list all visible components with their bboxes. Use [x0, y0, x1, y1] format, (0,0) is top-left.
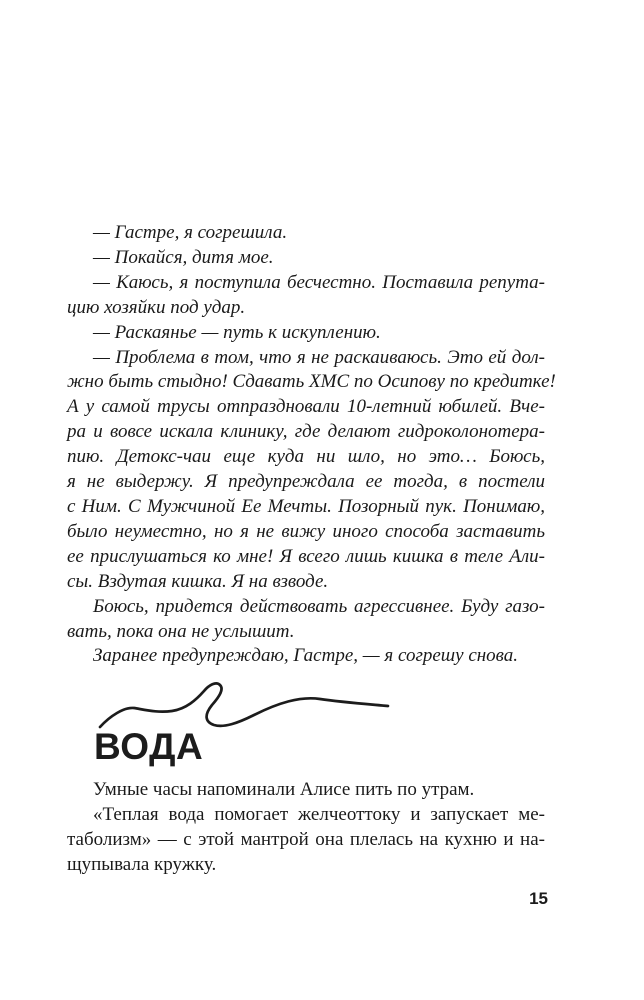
chapter-divider-squiggle-icon — [88, 678, 400, 732]
text-line: Умные часы напоминали Алисе пить по утрам. — [93, 779, 475, 800]
text-line: щупывала кружку. — [67, 853, 217, 875]
text-line: — Раскаянье — путь к искуплению. — [93, 321, 381, 343]
paragraph — [67, 595, 545, 645]
text-line: «Теплая вода помогает желчеоттоку и запускает ме- — [93, 803, 545, 825]
paragraph — [67, 803, 545, 878]
paragraph — [67, 246, 545, 271]
text-line: с Ним. С Мужчиной Ее Мечты. Позорный пук. Понимаю, — [67, 495, 545, 517]
paragraph — [67, 644, 545, 669]
text-line: ра и вовсе искала клинику, где делают гидроколонотера- — [67, 421, 545, 443]
paragraph — [67, 271, 545, 321]
text-line: Заранее предупреждаю, Гастре, — я согрешу снова. — [93, 645, 519, 667]
text-line: цию хозяйки под удар. — [67, 296, 246, 318]
text-line: ее прислушаться ко мне! Я всего лишь кишка в теле Али- — [67, 545, 545, 567]
text-line: пию. Детокс-чаи еще куда ни шло, но это… Боюсь, — [67, 446, 545, 468]
page-number: 15 — [529, 889, 548, 908]
text-line: таболизм» — с этой мантрой она плелась на кухню и на- — [67, 828, 545, 850]
paragraph — [67, 346, 556, 595]
text-line: — Каюсь, я поступила бесчестно. Поставила репута- — [93, 271, 545, 293]
paragraph — [67, 321, 545, 346]
text-line: — Гастре, я согрешила. — [93, 222, 288, 243]
text-line: — Проблема в том, что я не раскаиваюсь. Это ей дол- — [93, 346, 545, 368]
dialogue-section — [67, 221, 556, 669]
text-line: было неуместно, но я не вижу иного способа заставить — [67, 520, 545, 542]
chapter-heading: ВОДА — [94, 726, 204, 767]
text-line: сы. Вздутая кишка. Я на взводе. — [67, 570, 329, 592]
paragraph — [67, 778, 545, 803]
text-line: вать, пока она не услышит. — [67, 620, 295, 642]
text-line: я не выдержу. Я предупреждала ее тогда, в постели — [67, 471, 545, 493]
chapter-body-section — [67, 778, 545, 878]
text-line: — Покайся, дитя мое. — [93, 246, 274, 268]
paragraph — [67, 221, 545, 246]
text-line: Боюсь, придется действовать агрессивнее. Буду газо- — [93, 595, 545, 617]
text-line: жно быть стыдно! Сдавать ХМС по Осипову по кредитке! — [67, 371, 556, 393]
text-line: А у самой трусы отпраздновали 10-летний юбилей. Вче- — [67, 396, 545, 418]
